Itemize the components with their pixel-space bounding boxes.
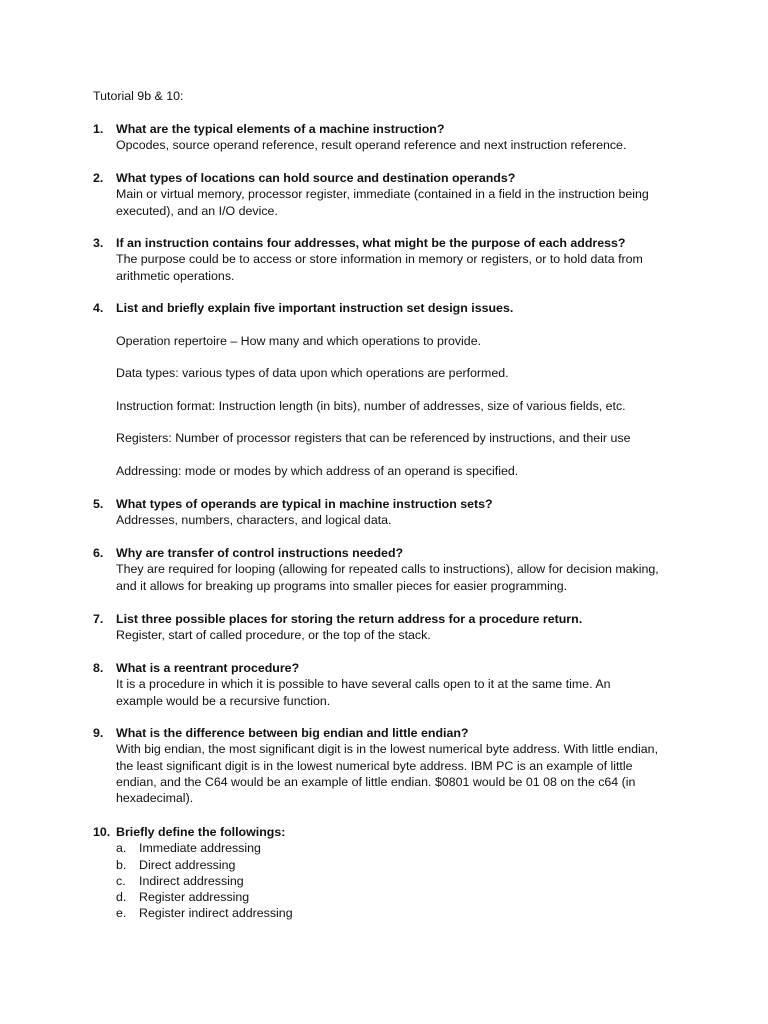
sub-list-item <box>116 840 693 856</box>
design-issue-paragraph: Addressing: mode or modes by which address of an operand is specified. <box>116 463 519 478</box>
question-number: 9. <box>93 726 104 740</box>
sub-list-text: Immediate addressing <box>139 841 261 856</box>
question-item-3 <box>93 235 693 284</box>
question-text: What are the typical elements of a machine instruction? <box>116 122 445 136</box>
sub-list-text: Indirect addressing <box>139 873 244 888</box>
question-item-7 <box>93 611 693 644</box>
question-text: What is the difference between big endian and little endian? <box>116 726 469 740</box>
answer-text: The purpose could be to access or store information in memory or registers, or to hold data from arithmetic operations. <box>116 252 643 283</box>
question-item-9 <box>93 725 693 806</box>
question-number: 4. <box>93 301 104 315</box>
sub-list-label: e. <box>116 906 127 921</box>
design-issue-paragraph: Registers: Number of processor registers that can be referenced by instructions, and their use <box>116 431 631 446</box>
design-issue-paragraph: Data types: various types of data upon which operations are performed. <box>116 366 509 381</box>
sub-list-label: d. <box>116 890 127 905</box>
question-text: List three possible places for storing the return address for a procedure return. <box>116 612 583 626</box>
design-issue-paragraph: Instruction format: Instruction length (in bits), number of addresses, size of various fields, etc. <box>116 398 626 413</box>
question-number: 2. <box>93 171 104 185</box>
answer-text: Opcodes, source operand reference, result operand reference and next instruction reference. <box>116 138 627 153</box>
answer-text: With big endian, the most significant digit is in the lowest numerical byte address. With little endian, the least significant digit is in the lowest numerical byte address. IBM PC is an example of little endian, and the C64 would be an example of little endian. $0801 would be 01 08 on the c64 (in hexadecimal). <box>116 742 659 806</box>
answer-text: Register, start of called procedure, or the top of the stack. <box>116 628 431 643</box>
question-text: Why are transfer of control instructions needed? <box>116 546 404 560</box>
design-issue-paragraph: Operation repertoire – How many and which operations to provide. <box>116 333 482 348</box>
question-item-4 <box>93 300 693 479</box>
sub-list-item <box>116 857 693 873</box>
sub-list-item <box>116 873 693 889</box>
question-item-1 <box>93 121 693 154</box>
sub-list-text: Register indirect addressing <box>139 906 293 921</box>
answer-text: Main or virtual memory, processor register, immediate (contained in a field in the instruction being executed), and an I/O device. <box>116 187 649 218</box>
question-number: 7. <box>93 612 104 626</box>
question-number: 5. <box>93 497 104 511</box>
sub-list-label: c. <box>116 873 126 888</box>
document-title: Tutorial 9b & 10: <box>93 89 184 103</box>
question-text: What types of operands are typical in machine instruction sets? <box>116 497 493 511</box>
question-number: 10. <box>93 825 111 839</box>
answer-text: They are required for looping (allowing for repeated calls to instructions), allow for decision making, and it allows for breaking up programs into smaller pieces for easier programming. <box>116 562 659 593</box>
answer-text: Addresses, numbers, characters, and logical data. <box>116 513 392 528</box>
sub-list-item <box>116 889 693 905</box>
sub-list-label: a. <box>116 841 127 856</box>
sub-list-text: Register addressing <box>139 890 250 905</box>
question-item-5 <box>93 496 693 529</box>
question-text: List and briefly explain five important instruction set design issues. <box>116 301 514 315</box>
sub-list-item <box>116 905 693 921</box>
question-text: What is a reentrant procedure? <box>116 661 300 675</box>
sub-list-label: b. <box>116 857 127 872</box>
question-item-6 <box>93 545 693 594</box>
question-item-2 <box>93 170 693 219</box>
question-number: 6. <box>93 546 104 560</box>
question-text: If an instruction contains four addresses, what might be the purpose of each address? <box>116 236 626 250</box>
question-text: What types of locations can hold source and destination operands? <box>116 171 516 185</box>
question-number: 1. <box>93 122 104 136</box>
question-number: 8. <box>93 661 104 675</box>
answer-text: It is a procedure in which it is possible to have several calls open to it at the same time. An example would be a recursive function. <box>116 677 611 708</box>
question-item-10 <box>93 824 693 922</box>
question-item-8 <box>93 660 693 709</box>
question-number: 3. <box>93 236 104 250</box>
question-text: Briefly define the followings: <box>116 825 286 839</box>
sub-list-text: Direct addressing <box>139 857 236 872</box>
